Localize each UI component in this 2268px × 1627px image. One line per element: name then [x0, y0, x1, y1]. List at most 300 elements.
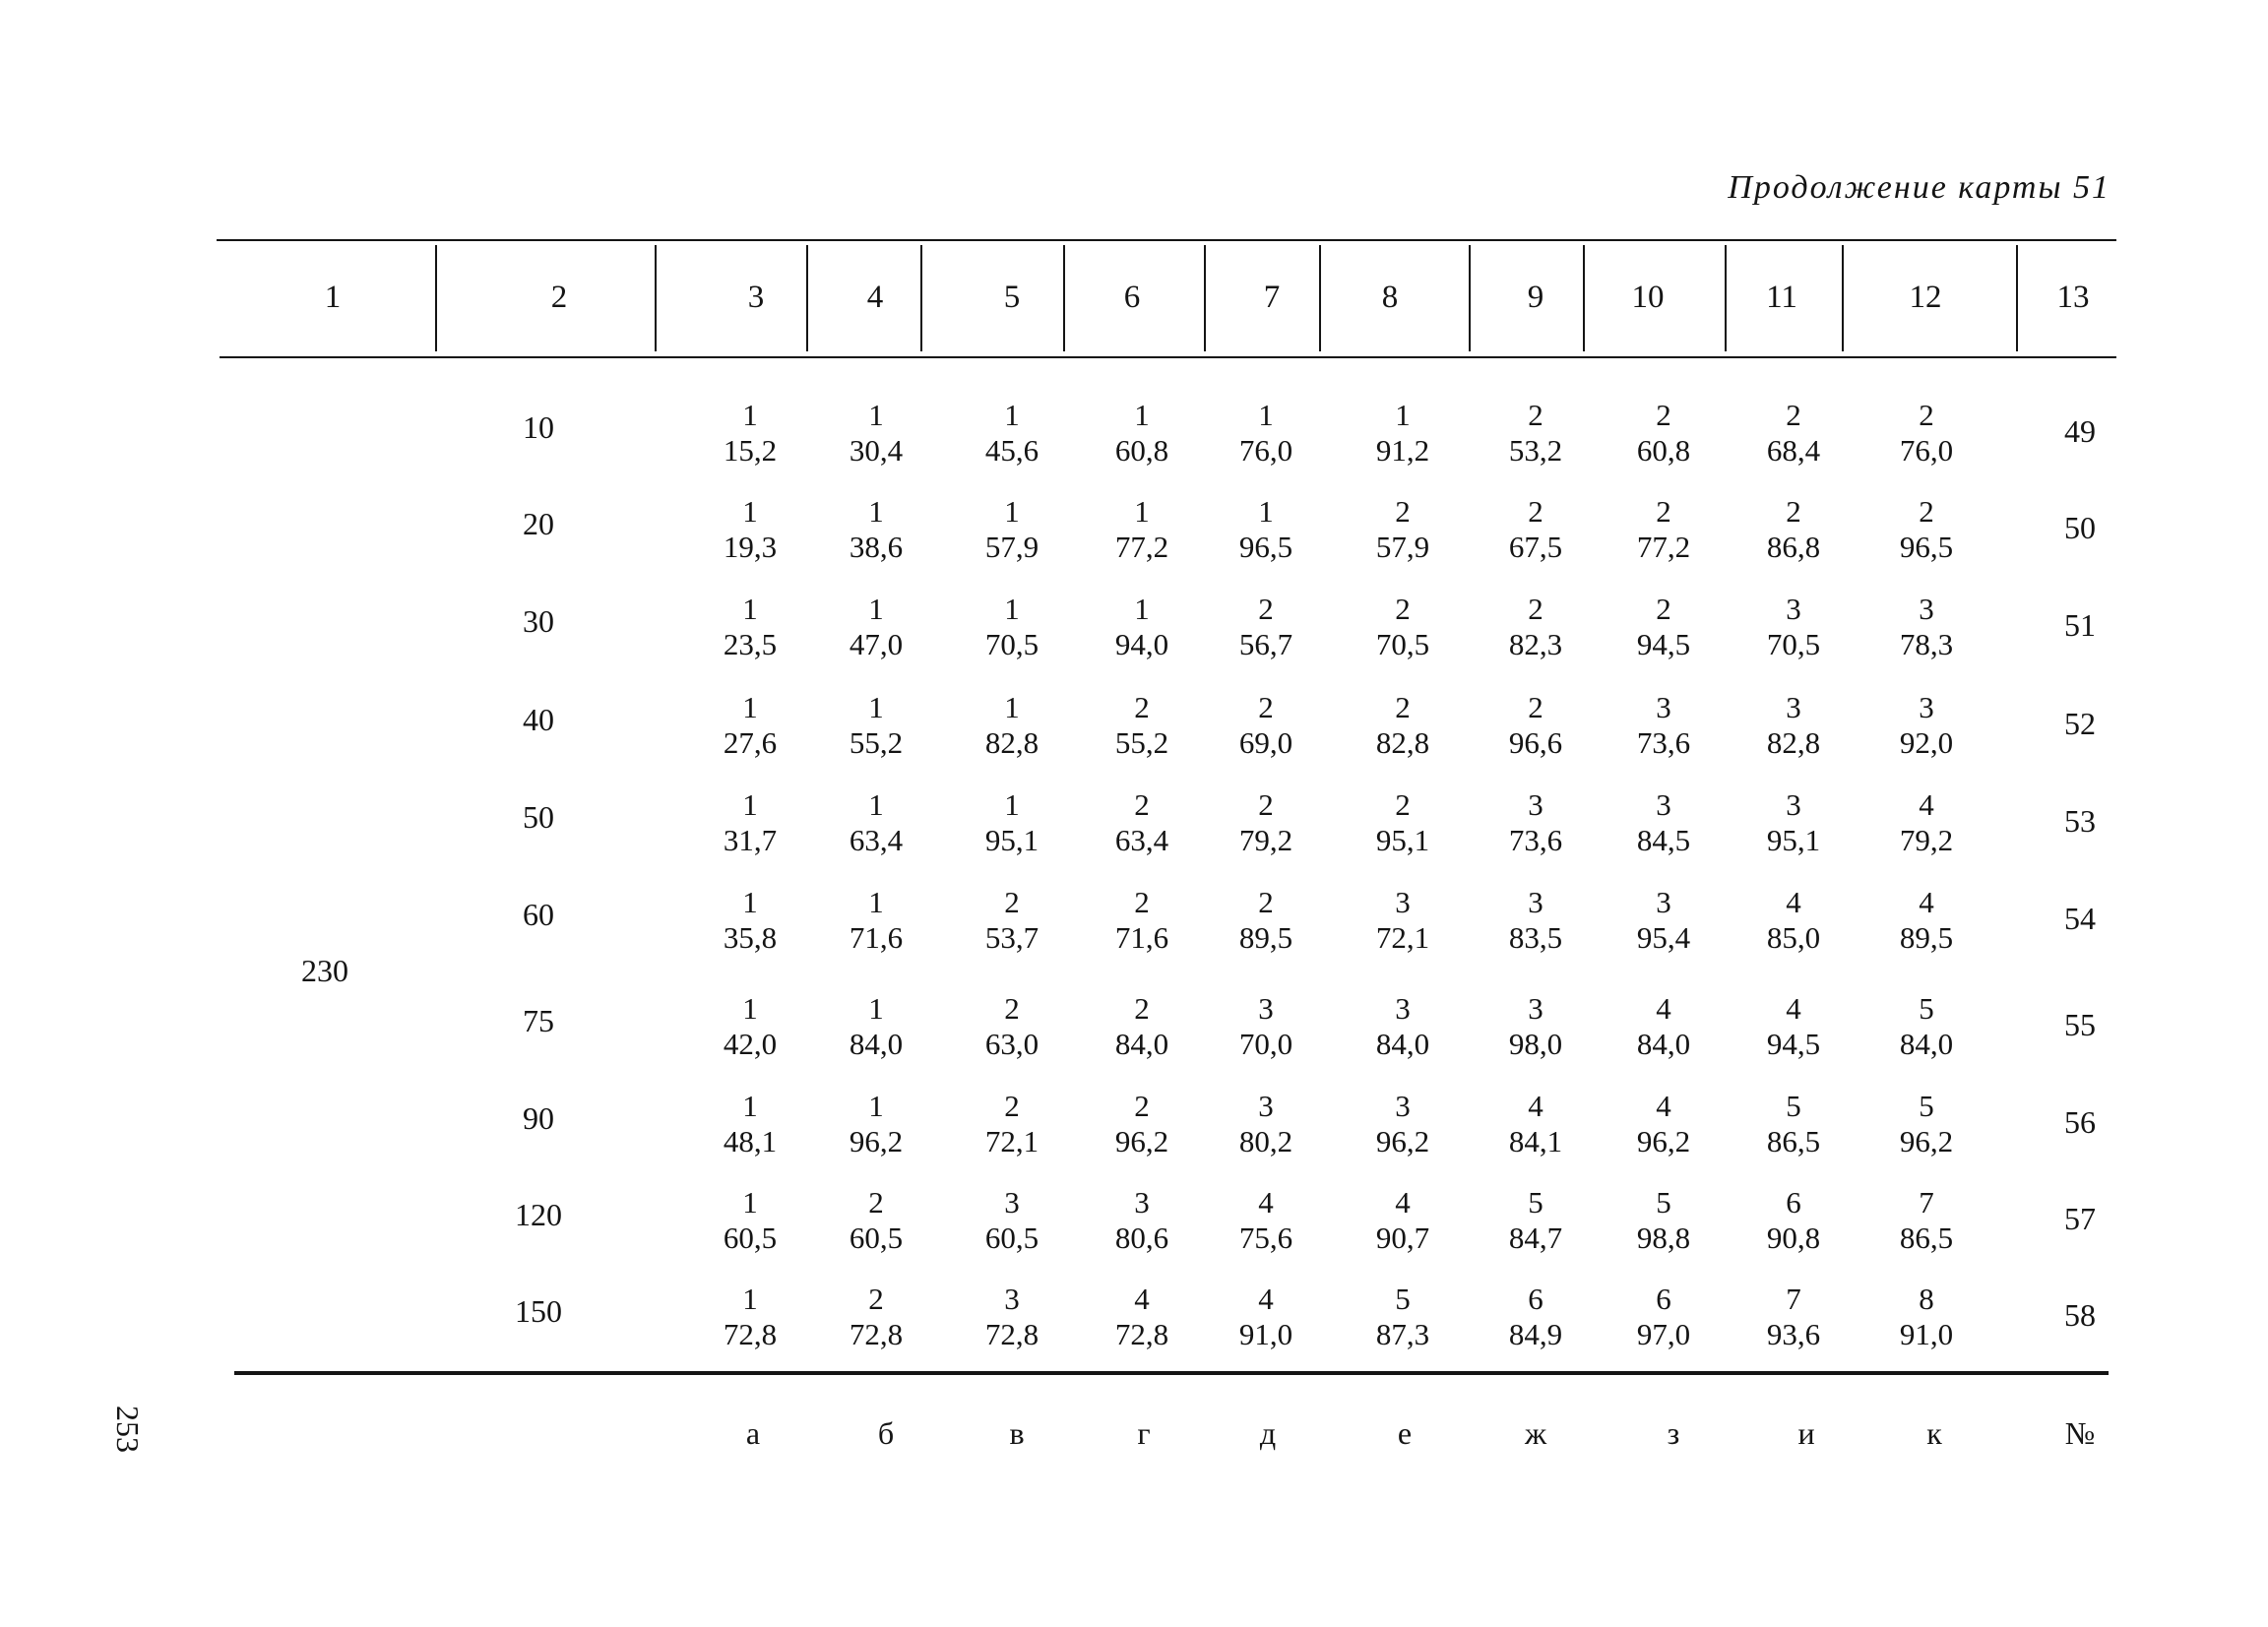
cell-count: 3 [1395, 1089, 1411, 1123]
cell-count: 2 [1395, 787, 1411, 822]
cell-value: 53,2 [1508, 433, 1563, 468]
cell-count: 2 [1004, 1089, 1020, 1123]
row-number: 55 [2064, 1007, 2096, 1042]
cell-count: 7 [1786, 1282, 1801, 1316]
cell-count: 2 [1134, 690, 1150, 724]
row-number: 49 [2064, 413, 2096, 449]
table-cell [711, 1185, 789, 1256]
cell-count: 4 [1528, 1089, 1544, 1123]
cell-count: 3 [1395, 885, 1411, 919]
cell-count: 3 [1528, 885, 1544, 919]
table-cell [973, 991, 1051, 1062]
header-cell-2: 2 [550, 280, 568, 315]
table-cell [1102, 494, 1181, 565]
cell-value: 72,8 [1114, 1317, 1169, 1351]
table-cell [1363, 1089, 1442, 1159]
page-number: 253 [110, 1406, 146, 1453]
cell-value: 91,0 [1899, 1317, 1954, 1351]
table-cell [973, 1185, 1051, 1256]
cell-count: 2 [1656, 494, 1671, 529]
cell-value: 78,3 [1899, 627, 1954, 661]
footer-letter: № [2064, 1415, 2096, 1451]
cell-value: 96,2 [1114, 1124, 1169, 1158]
cell-count: 1 [1004, 494, 1020, 529]
table-cell [837, 592, 915, 662]
cell-count: 1 [742, 1185, 758, 1220]
cell-value: 91,2 [1375, 433, 1430, 468]
header-divider [1469, 245, 1471, 351]
cell-value: 69,0 [1238, 725, 1293, 760]
cell-value: 84,0 [1114, 1027, 1169, 1061]
table-cell [1887, 690, 1966, 761]
header-cell-9: 9 [1527, 280, 1544, 315]
table-cell [1754, 787, 1833, 858]
cell-value: 84,1 [1508, 1124, 1563, 1158]
table-cell [1496, 494, 1575, 565]
cell-count: 1 [868, 885, 884, 919]
row-label: 75 [523, 1003, 554, 1038]
cell-count: 4 [1258, 1282, 1274, 1316]
table-cell [1624, 398, 1703, 469]
table-cell [1496, 1089, 1575, 1159]
table-cell [1887, 494, 1966, 565]
table-cell [1887, 398, 1966, 469]
cell-value: 38,6 [849, 530, 904, 564]
table-cell [837, 1089, 915, 1159]
cell-count: 5 [1528, 1185, 1544, 1220]
table-cell [1227, 1185, 1305, 1256]
cell-value: 77,2 [1636, 530, 1691, 564]
cell-value: 96,2 [1375, 1124, 1430, 1158]
table-cell [1624, 1089, 1703, 1159]
table-cell [1102, 1282, 1181, 1352]
cell-count: 4 [1395, 1185, 1411, 1220]
table-cell [1102, 1089, 1181, 1159]
cell-value: 42,0 [723, 1027, 778, 1061]
cell-count: 2 [1258, 592, 1274, 626]
table-cell [1754, 1185, 1833, 1256]
table-cell [1496, 991, 1575, 1062]
table-cell [1102, 398, 1181, 469]
bottom-rule [234, 1371, 2109, 1375]
cell-count: 1 [742, 787, 758, 822]
cell-value: 75,6 [1238, 1220, 1293, 1255]
cell-count: 1 [1134, 398, 1150, 432]
footer-letter: и [1797, 1415, 1815, 1451]
table-cell [1624, 494, 1703, 565]
row-label: 120 [515, 1197, 562, 1232]
cell-count: 5 [1395, 1282, 1411, 1316]
table-cell [1754, 592, 1833, 662]
cell-count: 1 [868, 398, 884, 432]
row-label: 20 [523, 506, 554, 541]
top-rule [217, 239, 2116, 241]
table-cell [1227, 398, 1305, 469]
table-cell [837, 494, 915, 565]
cell-value: 86,5 [1766, 1124, 1821, 1158]
cell-value: 84,5 [1636, 823, 1691, 857]
cell-count: 8 [1919, 1282, 1934, 1316]
cell-count: 2 [868, 1185, 884, 1220]
cell-value: 60,5 [723, 1220, 778, 1255]
cell-value: 31,7 [723, 823, 778, 857]
row-number: 50 [2064, 510, 2096, 545]
table-cell [1102, 1185, 1181, 1256]
row-label: 150 [515, 1293, 562, 1329]
header-cell-5: 5 [1003, 280, 1021, 315]
header-cell-8: 8 [1381, 280, 1399, 315]
table-cell [1754, 690, 1833, 761]
table-cell [1496, 398, 1575, 469]
cell-count: 3 [1786, 690, 1801, 724]
table-cell [1754, 398, 1833, 469]
cell-count: 2 [1528, 494, 1544, 529]
table-cell [711, 1089, 789, 1159]
cell-count: 1 [868, 1089, 884, 1123]
cell-value: 92,0 [1899, 725, 1954, 760]
table-cell [1624, 592, 1703, 662]
cell-value: 94,5 [1766, 1027, 1821, 1061]
header-cell-7: 7 [1263, 280, 1281, 315]
footer-letter: е [1397, 1415, 1413, 1451]
cell-value: 95,1 [984, 823, 1040, 857]
cell-value: 63,4 [1114, 823, 1169, 857]
cell-count: 3 [1528, 991, 1544, 1026]
table-cell [837, 1282, 915, 1352]
cell-value: 96,6 [1508, 725, 1563, 760]
table-cell [1496, 1282, 1575, 1352]
footer-letter: в [1009, 1415, 1025, 1451]
header-cell-10: 10 [1631, 280, 1665, 315]
header-bottom-rule [220, 356, 2116, 358]
table-cell [1227, 494, 1305, 565]
table-cell [1363, 991, 1442, 1062]
cell-count: 1 [1395, 398, 1411, 432]
table-cell [837, 885, 915, 956]
cell-value: 72,8 [849, 1317, 904, 1351]
cell-value: 96,2 [1899, 1124, 1954, 1158]
table-cell [711, 991, 789, 1062]
cell-value: 72,1 [1375, 920, 1430, 955]
cell-count: 2 [1134, 991, 1150, 1026]
cell-count: 2 [1528, 690, 1544, 724]
table-cell [1496, 1185, 1575, 1256]
cell-count: 2 [1656, 592, 1671, 626]
cell-count: 3 [1656, 690, 1671, 724]
cell-value: 96,5 [1238, 530, 1293, 564]
table-cell [1496, 592, 1575, 662]
table-cell [1754, 494, 1833, 565]
cell-count: 1 [1134, 494, 1150, 529]
cell-value: 98,8 [1636, 1220, 1691, 1255]
table-cell [1102, 885, 1181, 956]
header-divider [920, 245, 922, 351]
table-cell [973, 494, 1051, 565]
cell-count: 3 [1786, 592, 1801, 626]
table-cell [1887, 885, 1966, 956]
table-cell [837, 1185, 915, 1256]
table-cell [1363, 690, 1442, 761]
table-cell [1363, 787, 1442, 858]
cell-count: 2 [1528, 592, 1544, 626]
cell-value: 76,0 [1899, 433, 1954, 468]
cell-count: 4 [1786, 885, 1801, 919]
cell-count: 1 [1004, 592, 1020, 626]
cell-count: 7 [1919, 1185, 1934, 1220]
table-cell [1754, 1089, 1833, 1159]
cell-value: 47,0 [849, 627, 904, 661]
cell-count: 2 [1134, 1089, 1150, 1123]
row-number: 58 [2064, 1297, 2096, 1333]
cell-value: 19,3 [723, 530, 778, 564]
cell-count: 1 [868, 787, 884, 822]
table-cell [1363, 494, 1442, 565]
cell-count: 3 [1004, 1185, 1020, 1220]
cell-count: 3 [1134, 1185, 1150, 1220]
cell-count: 2 [1656, 398, 1671, 432]
table-cell [837, 690, 915, 761]
cell-count: 3 [1004, 1282, 1020, 1316]
cell-count: 2 [1004, 991, 1020, 1026]
footer-letter: з [1667, 1415, 1680, 1451]
footer-letter: б [877, 1415, 895, 1451]
cell-count: 5 [1656, 1185, 1671, 1220]
table-cell [1624, 1185, 1703, 1256]
cell-value: 57,9 [1375, 530, 1430, 564]
cell-value: 87,3 [1375, 1317, 1430, 1351]
table-cell [1363, 592, 1442, 662]
cell-value: 84,0 [849, 1027, 904, 1061]
row-label: 60 [523, 897, 554, 932]
cell-value: 60,8 [1636, 433, 1691, 468]
cell-count: 3 [1656, 787, 1671, 822]
span-label-230: 230 [301, 953, 348, 988]
cell-value: 96,2 [1636, 1124, 1691, 1158]
header-divider [1842, 245, 1844, 351]
header-cell-11: 11 [1766, 280, 1797, 315]
cell-count: 1 [1004, 398, 1020, 432]
cell-value: 72,1 [984, 1124, 1040, 1158]
cell-count: 2 [1919, 398, 1934, 432]
table-cell [711, 1282, 789, 1352]
cell-count: 3 [1919, 690, 1934, 724]
header-cell-6: 6 [1123, 280, 1141, 315]
cell-count: 2 [1258, 690, 1274, 724]
table-cell [1227, 1089, 1305, 1159]
table-cell [1624, 991, 1703, 1062]
cell-value: 94,0 [1114, 627, 1169, 661]
row-number: 52 [2064, 706, 2096, 741]
cell-count: 1 [742, 1089, 758, 1123]
cell-value: 83,5 [1508, 920, 1563, 955]
cell-count: 1 [742, 885, 758, 919]
cell-value: 27,6 [723, 725, 778, 760]
cell-value: 94,5 [1636, 627, 1691, 661]
cell-count: 1 [742, 494, 758, 529]
cell-value: 93,6 [1766, 1317, 1821, 1351]
cell-count: 4 [1656, 1089, 1671, 1123]
cell-value: 53,7 [984, 920, 1040, 955]
cell-value: 91,0 [1238, 1317, 1293, 1351]
cell-value: 70,5 [984, 627, 1040, 661]
cell-count: 1 [742, 991, 758, 1026]
cell-value: 86,5 [1899, 1220, 1954, 1255]
cell-value: 95,4 [1636, 920, 1691, 955]
cell-value: 67,5 [1508, 530, 1563, 564]
cell-value: 76,0 [1238, 433, 1293, 468]
header-cell-13: 13 [2056, 280, 2090, 315]
header-divider [1725, 245, 1727, 351]
cell-count: 1 [1258, 494, 1274, 529]
table-cell [1754, 1282, 1833, 1352]
table-cell [1102, 690, 1181, 761]
table-cell [1496, 787, 1575, 858]
cell-value: 84,7 [1508, 1220, 1563, 1255]
cell-value: 95,1 [1375, 823, 1430, 857]
cell-count: 5 [1786, 1089, 1801, 1123]
cell-count: 1 [742, 398, 758, 432]
table-cell [1887, 592, 1966, 662]
cell-count: 1 [1258, 398, 1274, 432]
row-label: 10 [523, 409, 554, 445]
table-cell [1227, 592, 1305, 662]
cell-value: 90,7 [1375, 1220, 1430, 1255]
cell-count: 3 [1656, 885, 1671, 919]
cell-value: 48,1 [723, 1124, 778, 1158]
table-cell [1754, 885, 1833, 956]
table-cell [973, 1089, 1051, 1159]
footer-letter: д [1259, 1415, 1277, 1451]
cell-value: 85,0 [1766, 920, 1821, 955]
cell-count: 4 [1919, 885, 1934, 919]
cell-value: 57,9 [984, 530, 1040, 564]
table-cell [711, 398, 789, 469]
cell-value: 80,2 [1238, 1124, 1293, 1158]
cell-value: 73,6 [1636, 725, 1691, 760]
cell-value: 60,5 [984, 1220, 1040, 1255]
cell-count: 6 [1528, 1282, 1544, 1316]
cell-value: 84,0 [1899, 1027, 1954, 1061]
cell-count: 2 [1528, 398, 1544, 432]
header-divider [806, 245, 808, 351]
table-cell [1227, 690, 1305, 761]
cell-value: 73,6 [1508, 823, 1563, 857]
cell-value: 95,1 [1766, 823, 1821, 857]
cell-count: 6 [1656, 1282, 1671, 1316]
table-cell [837, 991, 915, 1062]
header-cell-12: 12 [1909, 280, 1942, 315]
table-cell [973, 592, 1051, 662]
cell-value: 90,8 [1766, 1220, 1821, 1255]
header-divider [655, 245, 657, 351]
table-cell [1227, 1282, 1305, 1352]
table-cell [1624, 885, 1703, 956]
table-cell [837, 398, 915, 469]
cell-value: 82,3 [1508, 627, 1563, 661]
cell-count: 4 [1134, 1282, 1150, 1316]
row-number: 53 [2064, 803, 2096, 839]
table-cell [1754, 991, 1833, 1062]
cell-count: 3 [1395, 991, 1411, 1026]
table-cell [711, 592, 789, 662]
table-cell [973, 787, 1051, 858]
cell-value: 96,2 [849, 1124, 904, 1158]
cell-value: 70,0 [1238, 1027, 1293, 1061]
table-caption: Продолжение карты 51 [1728, 169, 2110, 206]
table-cell [1102, 991, 1181, 1062]
cell-count: 2 [1258, 787, 1274, 822]
cell-value: 72,8 [984, 1317, 1040, 1351]
cell-count: 2 [1134, 787, 1150, 822]
cell-value: 30,4 [849, 433, 904, 468]
table-cell [1887, 1185, 1966, 1256]
cell-value: 60,5 [849, 1220, 904, 1255]
cell-value: 79,2 [1899, 823, 1954, 857]
cell-count: 2 [1134, 885, 1150, 919]
table-cell [711, 690, 789, 761]
cell-value: 84,0 [1636, 1027, 1691, 1061]
cell-value: 72,8 [723, 1317, 778, 1351]
header-divider [1063, 245, 1065, 351]
cell-value: 70,5 [1375, 627, 1430, 661]
cell-count: 5 [1919, 1089, 1934, 1123]
cell-count: 1 [868, 592, 884, 626]
table-cell [973, 885, 1051, 956]
table-cell [1496, 690, 1575, 761]
table-cell [1624, 1282, 1703, 1352]
table-cell [973, 1282, 1051, 1352]
row-number: 54 [2064, 901, 2096, 936]
cell-count: 2 [1395, 690, 1411, 724]
cell-value: 23,5 [723, 627, 778, 661]
header-divider [1583, 245, 1585, 351]
cell-count: 4 [1258, 1185, 1274, 1220]
row-label: 40 [523, 702, 554, 737]
footer-letter: г [1137, 1415, 1151, 1451]
cell-count: 3 [1258, 1089, 1274, 1123]
cell-count: 4 [1656, 991, 1671, 1026]
cell-value: 71,6 [1114, 920, 1169, 955]
header-cell-4: 4 [866, 280, 884, 315]
cell-count: 4 [1786, 991, 1801, 1026]
cell-count: 1 [868, 494, 884, 529]
cell-value: 98,0 [1508, 1027, 1563, 1061]
table-cell [1887, 1282, 1966, 1352]
table-cell [711, 494, 789, 565]
cell-count: 3 [1528, 787, 1544, 822]
cell-count: 2 [1919, 494, 1934, 529]
table-cell [1363, 885, 1442, 956]
row-label: 50 [523, 799, 554, 835]
table-cell [1496, 885, 1575, 956]
table-cell [1363, 1185, 1442, 1256]
cell-value: 70,5 [1766, 627, 1821, 661]
table-cell [973, 398, 1051, 469]
table-cell [1624, 690, 1703, 761]
cell-count: 1 [1004, 787, 1020, 822]
table-cell [1624, 787, 1703, 858]
row-label: 90 [523, 1100, 554, 1136]
cell-value: 84,0 [1375, 1027, 1430, 1061]
table-cell [1363, 398, 1442, 469]
cell-value: 89,5 [1238, 920, 1293, 955]
cell-value: 63,4 [849, 823, 904, 857]
cell-count: 2 [1786, 494, 1801, 529]
cell-count: 2 [1395, 494, 1411, 529]
cell-value: 63,0 [984, 1027, 1040, 1061]
cell-count: 1 [868, 991, 884, 1026]
cell-value: 55,2 [1114, 725, 1169, 760]
